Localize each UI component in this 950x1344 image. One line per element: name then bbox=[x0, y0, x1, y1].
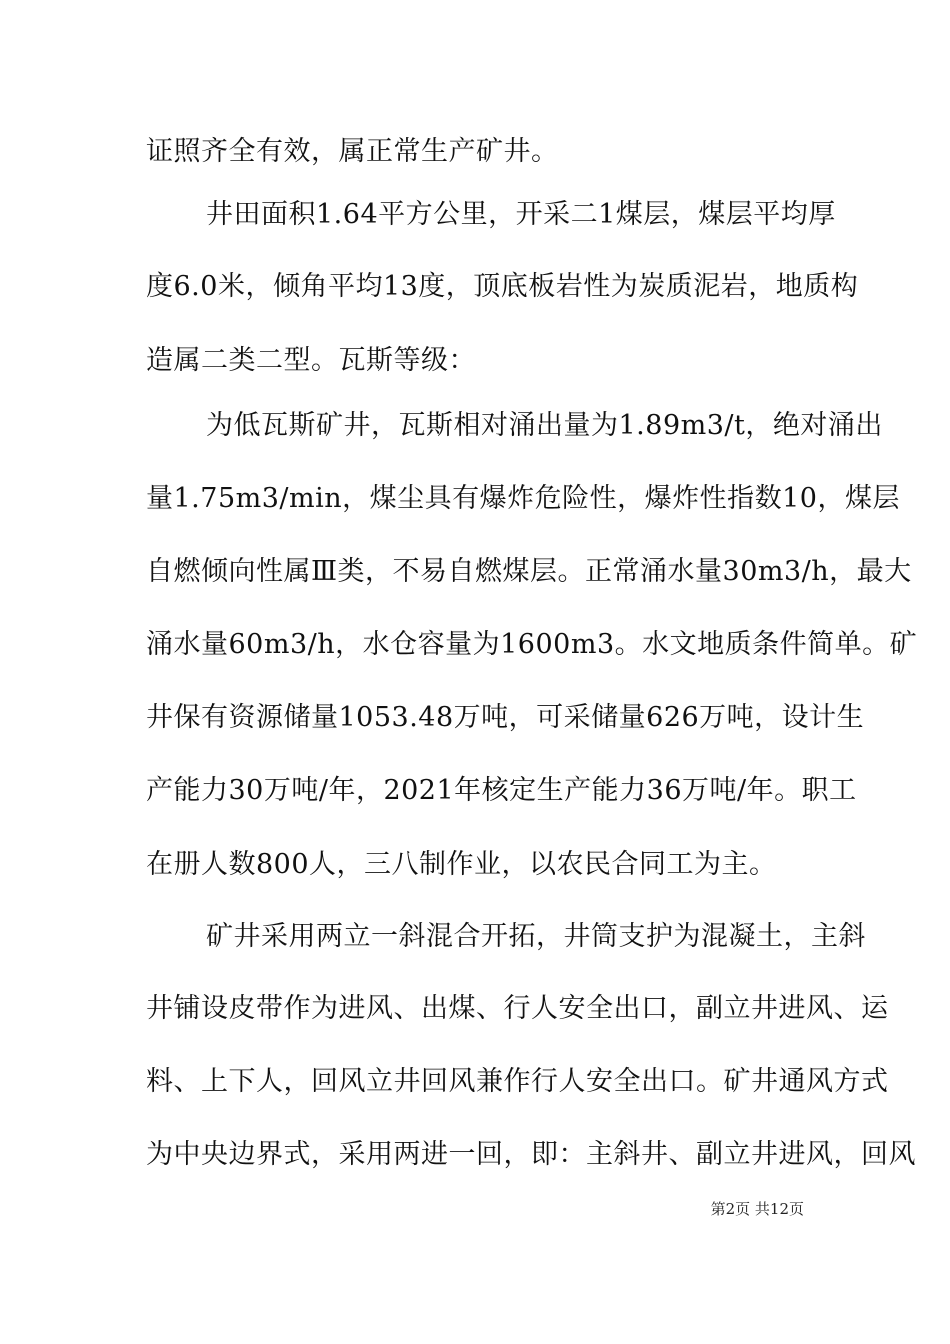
text-line: 井保有资源储量1053.48万吨，可采储量626万吨，设计生 bbox=[146, 702, 865, 733]
text-line: 为低瓦斯矿井，瓦斯相对涌出量为1.89m3/t，绝对涌出 bbox=[206, 410, 883, 441]
text-line: 在册人数800人，三八制作业，以农民合同工为主。 bbox=[146, 849, 777, 880]
text-line: 为中央边界式，采用两进一回，即：主斜井、副立井进风，回风 bbox=[146, 1139, 916, 1170]
text-line: 自燃倾向性属Ⅲ类，不易自燃煤层。正常涌水量30m3/h，最大 bbox=[146, 556, 912, 587]
text-line: 料、上下人，回风立井回风兼作行人安全出口。矿井通风方式 bbox=[146, 1066, 889, 1097]
page-number-footer: 第2页 共12页 bbox=[710, 1200, 804, 1218]
text-line: 度6.0米，倾角平均13度，顶底板岩性为炭质泥岩，地质构 bbox=[146, 271, 859, 302]
text-line: 井铺设皮带作为进风、出煤、行人安全出口，副立井进风、运 bbox=[146, 993, 889, 1024]
text-line: 井田面积1.64平方公里，开采二1煤层，煤层平均厚 bbox=[206, 199, 836, 230]
text-line: 量1.75m3/min，煤尘具有爆炸危险性，爆炸性指数10，煤层 bbox=[146, 483, 900, 514]
text-line: 涌水量60m3/h，水仓容量为1600m3。水文地质条件简单。矿 bbox=[146, 629, 918, 660]
text-line: 造属二类二型。瓦斯等级： bbox=[146, 345, 476, 376]
text-line: 产能力30万吨/年，2021年核定生产能力36万吨/年。职工 bbox=[146, 775, 857, 806]
text-line: 证照齐全有效，属正常生产矿井。 bbox=[146, 136, 559, 167]
text-line: 矿井采用两立一斜混合开拓，井筒支护为混凝土，主斜 bbox=[206, 921, 866, 952]
